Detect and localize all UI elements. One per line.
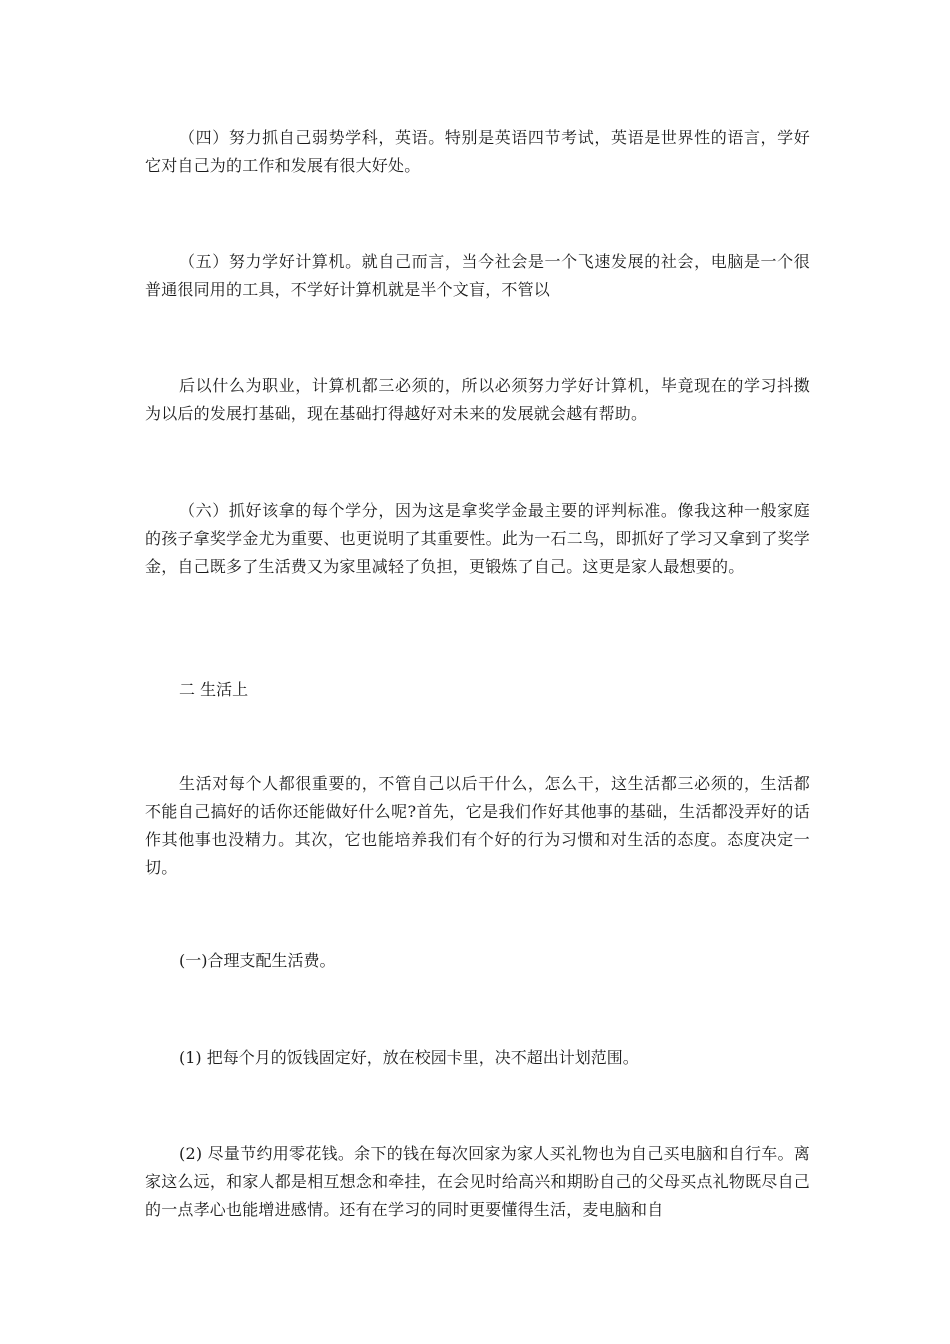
- item-meal-money: (1) 把每个月的饭钱固定好，放在校园卡里，决不超出计划范围。: [179, 1048, 639, 1067]
- paragraph-english: （四）努力抓自己弱势学科，英语。特别是英语四节考试，英语是世界性的语言，学好它对自己为的工作和发展有很大好处。: [145, 128, 810, 175]
- paragraph-computer-continued: 后以什么为职业，计算机都三必须的，所以必须努力学好计算机，毕竟现在的学习抖擞为以后的发展打基础，现在基础打得越好对未来的发展就会越有帮助。: [145, 376, 810, 423]
- item-pocket-money: (2) 尽量节约用零花钱。余下的钱在每次回家为家人买礼物也为自己买电脑和自行车。离家这么远，和家人都是相互想念和牵挂，在会见时给高兴和期盼自己的父母买点礼物既尽自己的一点孝心也能增进感情。还有在学习的同时更要懂得生活，麦电脑和自: [145, 1144, 810, 1219]
- section-heading-life: 二 生活上: [179, 680, 249, 699]
- paragraph-credits: （六）抓好该拿的每个学分，因为这是拿奖学金最主要的评判标准。像我这种一般家庭的孩子拿奖学金尤为重要、也更说明了其重要性。此为一石二鸟，即抓好了学习又拿到了奖学金，自己既多了生活费又为家里减轻了负担，更锻炼了自己。这更是家人最想要的。: [145, 501, 810, 576]
- paragraph-life-importance: 生活对每个人都很重要的，不管自己以后干什么，怎么干，这生活都三必须的，生活都不能自己搞好的话你还能做好什么呢?首先，它是我们作好其他事的基础，生活都没弄好的话作其他事也没精力。其次，它也能培养我们有个好的行为习惯和对生活的态度。态度决定一切。: [145, 774, 810, 877]
- paragraph-computer: （五）努力学好计算机。就自己而言，当今社会是一个飞速发展的社会，电脑是一个很普通很同用的工具，不学好计算机就是半个文盲，不管以: [145, 252, 810, 299]
- subheading-living-expenses: (一)合理支配生活费。: [179, 951, 336, 970]
